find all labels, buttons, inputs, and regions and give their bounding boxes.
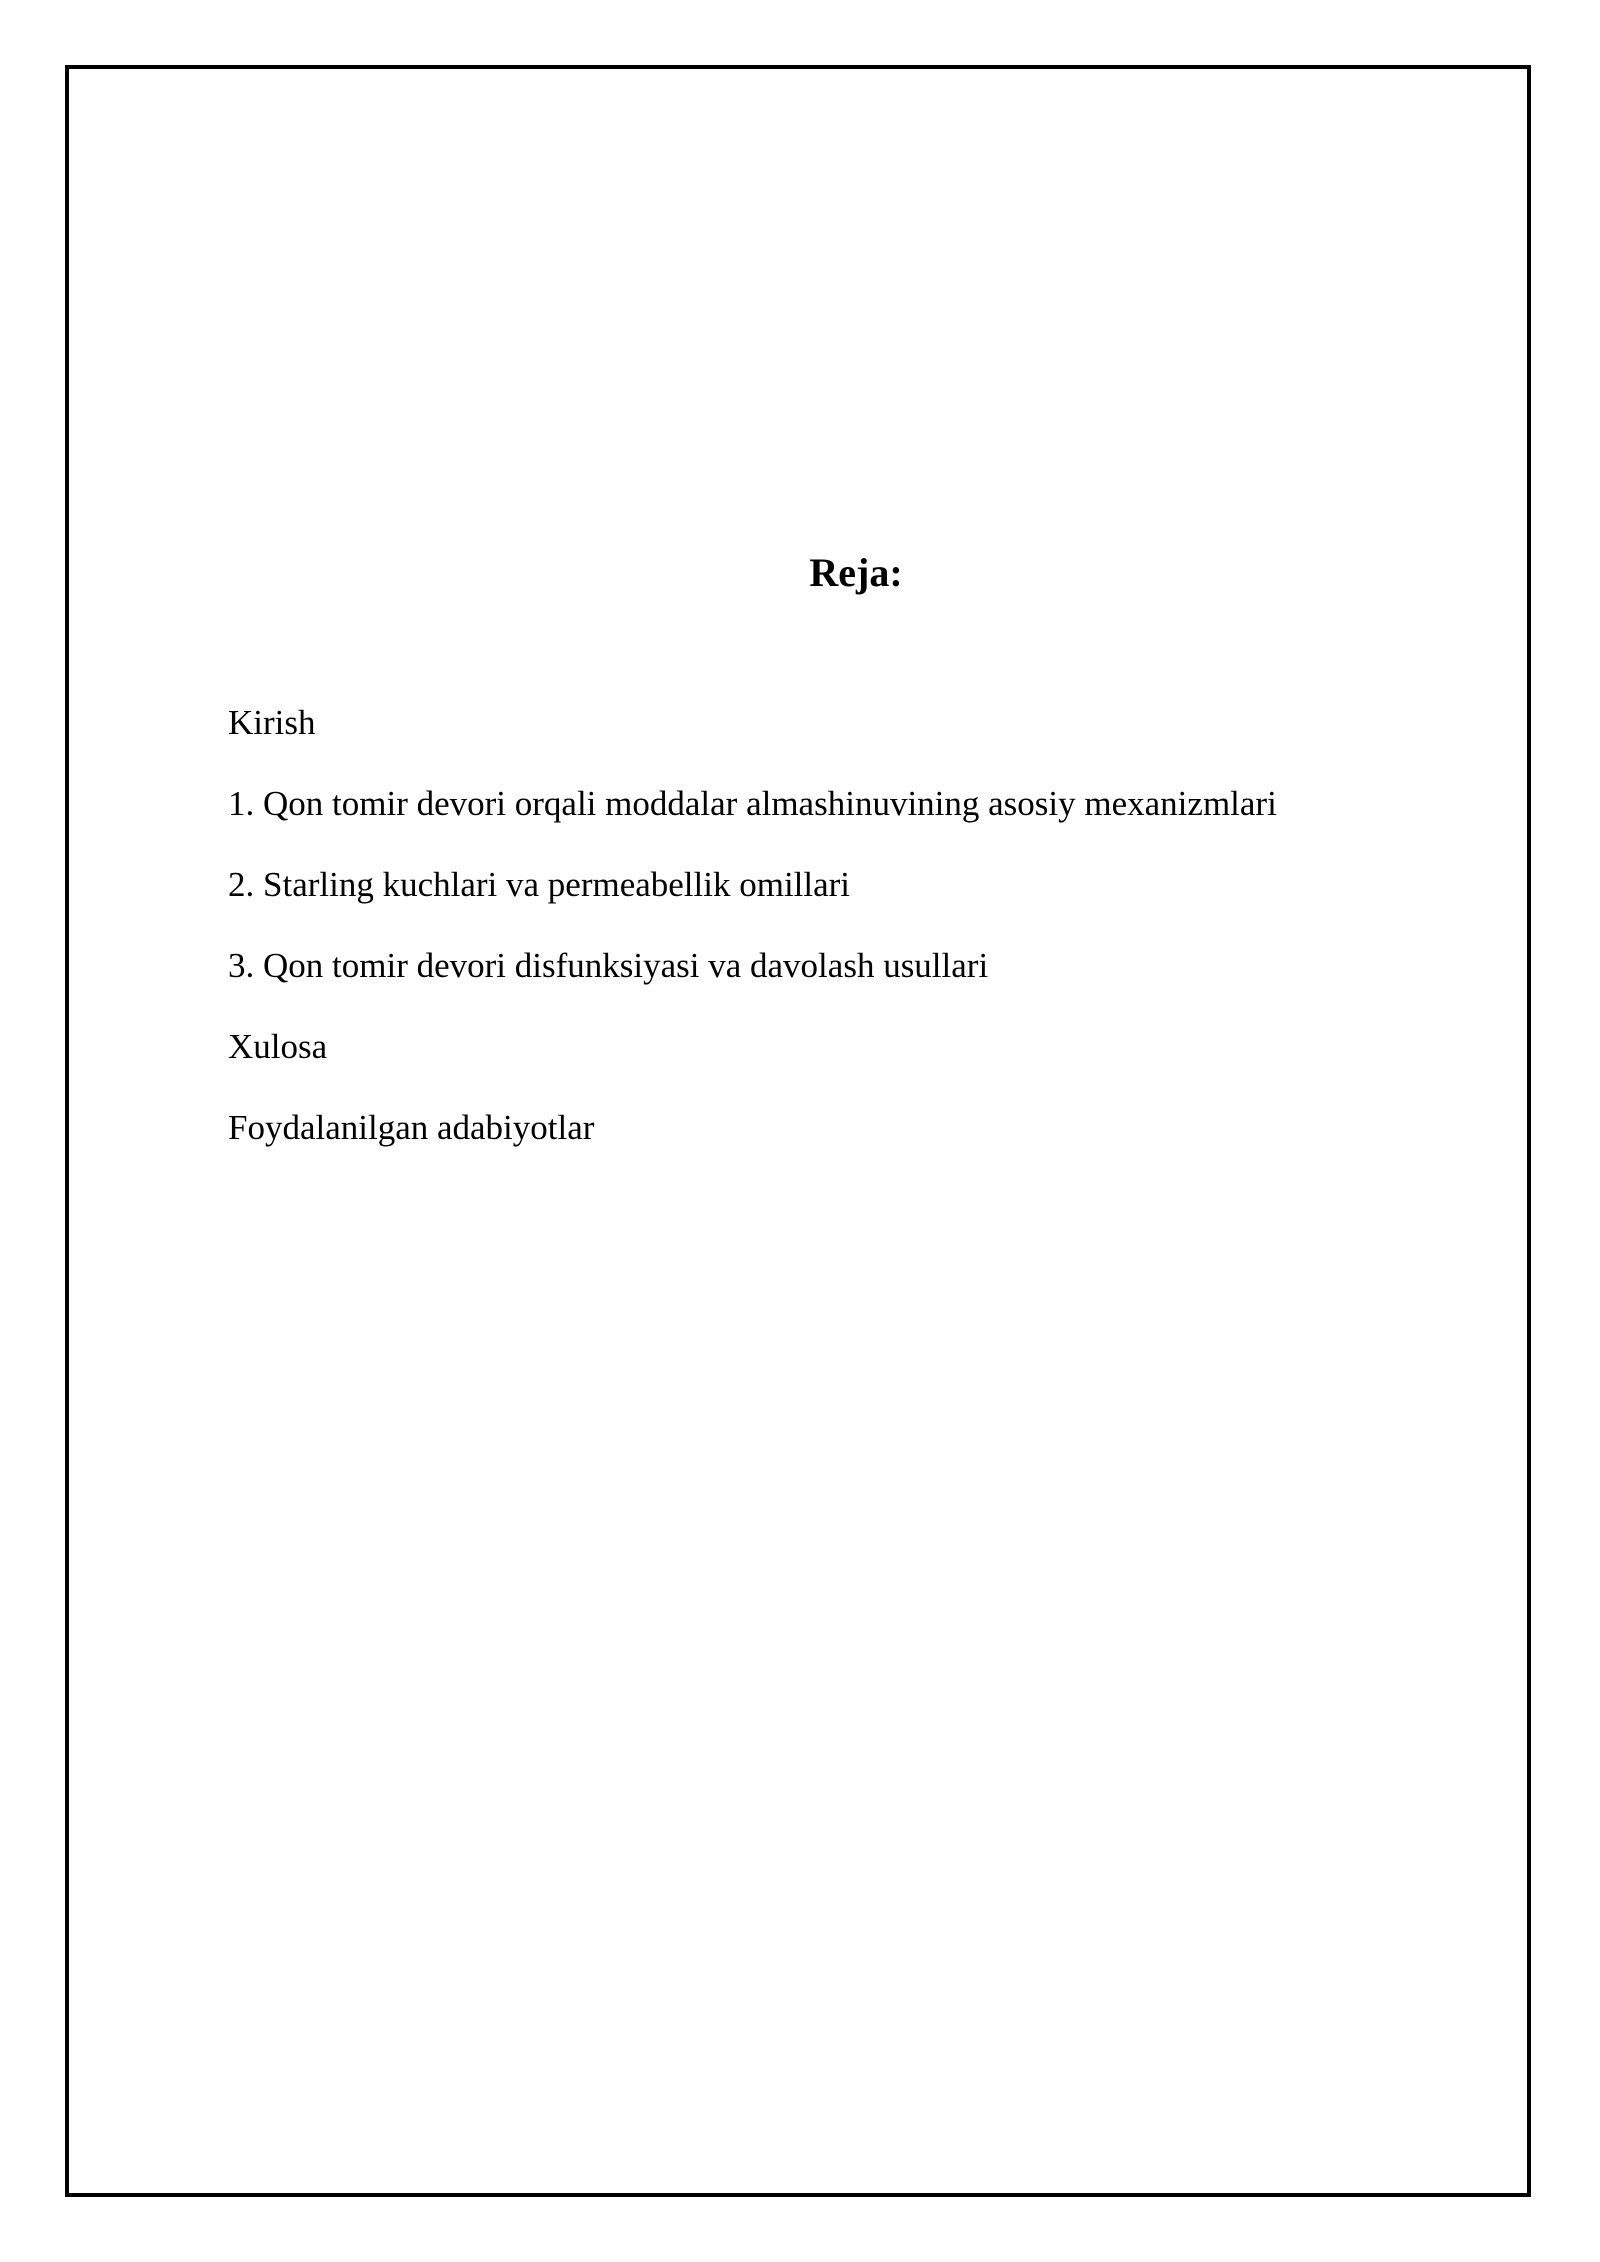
table-of-contents [228,695,1277,1181]
toc-item-introduction: Kirish [228,703,316,742]
toc-item-references: Foydalanilgan adabiyotlar [228,1108,595,1147]
toc-item-chapter-2: 2. Starling kuchlari va permeabellik omillari [228,865,851,904]
plan-title: Reja: [809,550,903,595]
toc-item-conclusion: Xulosa [228,1027,328,1066]
toc-item-chapter-1: 1. Qon tomir devori orqali moddalar almashinuvining asosiy mexanizmlari [228,784,1277,823]
toc-item-chapter-3: 3. Qon tomir devori disfunksiyasi va davolash usullari [228,946,989,985]
